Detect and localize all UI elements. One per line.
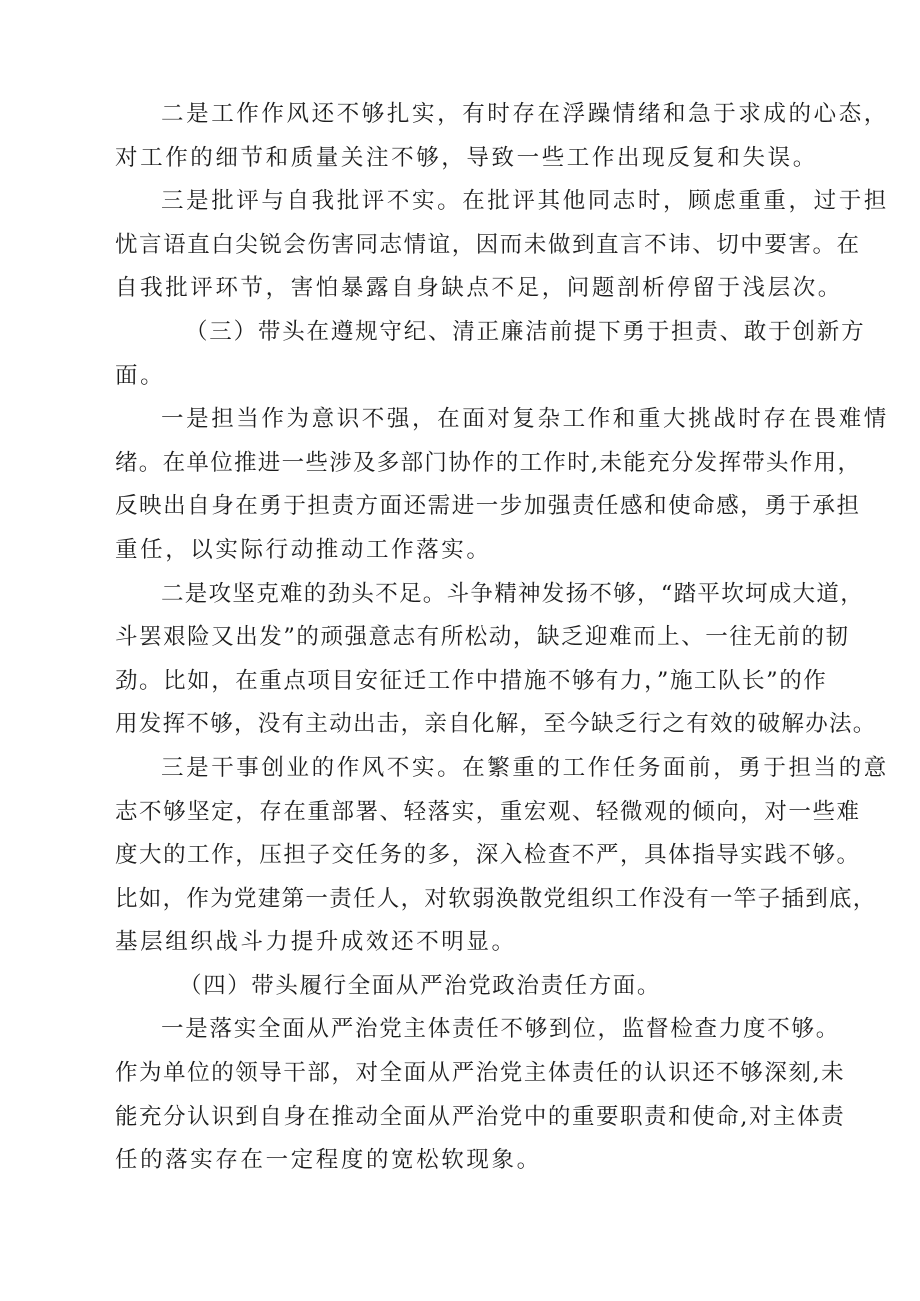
text-line: 斗罢艰险又出发”的顽强意志有所松动，缺乏迎难而上、一往无前的韧 (115, 624, 850, 651)
document-body (115, 93, 889, 1183)
text-line: 基层组织战斗力提升成效还不明显。 (115, 929, 517, 956)
text-line: 忧言语直白尖锐会伤害同志情谊，因而未做到直言不讳、切中要害。在 (115, 231, 861, 258)
text-line: 三是批评与自我批评不实。在批评其他同志时，顾虑重重，过于担 (161, 188, 889, 215)
text-line: 度大的工作，压担子交任务的多，深入检查不严，具体指导实践不够。 (115, 842, 861, 869)
text-line: 志不够坚定，存在重部署、轻落实，重宏观、轻微观的倾向，对一些难 (115, 798, 861, 825)
text-line: 重任，以实际行动推动工作落实。 (115, 536, 492, 563)
text-line: 任的落实存在一定程度的宽松软现象。 (115, 1147, 542, 1174)
section-heading: （三）带头在遵规守纪、清正廉洁前提下勇于担责、敢于创新方 (185, 318, 866, 345)
text-line: 二是工作作风还不够扎实，有时存在浮躁情绪和急于求成的心态， (161, 101, 889, 127)
text-line: 对工作的细节和质量关注不够，导致一些工作出现反复和失误。 (115, 144, 818, 171)
text-line: 能充分认识到自身在推动全面从严治党中的重要职责和使命,对主体责 (115, 1103, 846, 1130)
section-heading: （四）带头履行全面从严治党政治责任方面。 (179, 972, 662, 999)
text-line: 自我批评环节，害怕暴露自身缺点不足，问题剖析停留于浅层次。 (115, 275, 843, 302)
text-line: 劲。比如，在重点项目安征迁工作中措施不够有力，”施工队长”的作 (115, 667, 828, 694)
text-line: 作为单位的领导干部，对全面从严治党主体责任的认识还不够深刻,未 (115, 1060, 846, 1087)
text-line: 三是干事创业的作风不实。在繁重的工作任务面前，勇于担当的意 (161, 754, 889, 781)
section-heading-continuation: 面。 (115, 362, 166, 389)
text-line: 用发挥不够，没有主动出击，亲自化解，至今缺乏行之有效的破解办法。 (115, 711, 877, 738)
text-line: 一是落实全面从严治党主体责任不够到位，监督检查力度不够。 (161, 1016, 841, 1043)
text-line: 二是攻坚克难的劲头不足。斗争精神发扬不够，“踏平坎坷成大道， (161, 580, 865, 607)
text-line: 绪。在单位推进一些涉及多部门协作的工作时,未能充分发挥带头作用， (115, 449, 862, 476)
text-line: 比如，作为党建第一责任人，对软弱涣散党组织工作没有一竿子插到底， (115, 885, 877, 912)
text-line: 反映出自身在勇于担责方面还需进一步加强责任感和使命感，勇于承担 (115, 493, 861, 520)
text-line: 一是担当作为意识不强，在面对复杂工作和重大挑战时存在畏难情 (161, 406, 889, 433)
